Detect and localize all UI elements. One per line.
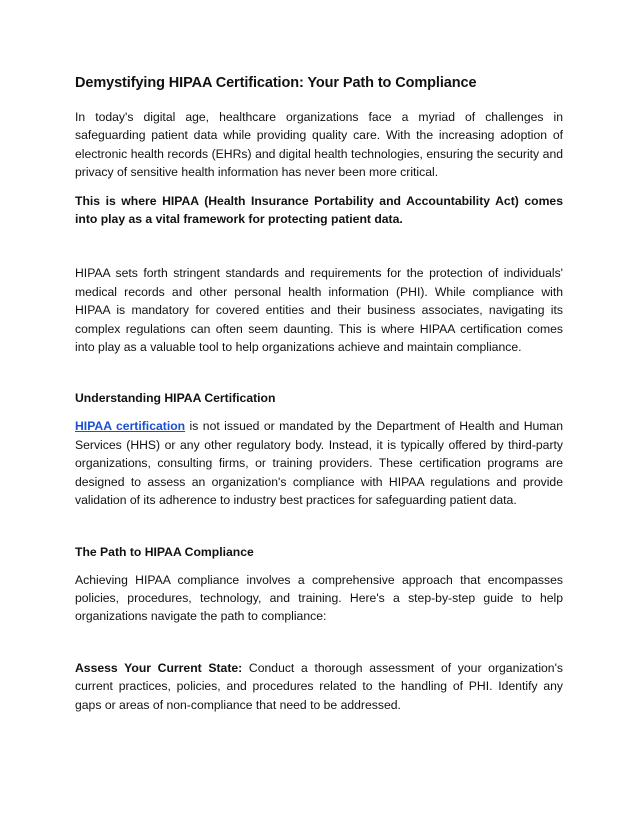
hipaa-certification-link[interactable]: HIPAA certification (75, 419, 186, 434)
spacer (75, 626, 563, 659)
document-title: Demystifying HIPAA Certification: Your Path to Compliance (75, 75, 477, 91)
document-page (75, 72, 563, 714)
spacer (75, 407, 563, 417)
spacer (75, 228, 563, 264)
assess-paragraph (75, 659, 563, 714)
assess-label: Assess Your Current State: (75, 660, 243, 675)
path-paragraph: Achieving HIPAA compliance involves a comprehensive approach that encompasses policies, procedures, technology, and training. Here's a step-by-step guide to help organizations navigate the path to compliance: (75, 572, 563, 624)
standards-paragraph: HIPAA sets forth stringent standards and requirements for the protection of individuals' medical records and other personal health information (PHI). While compliance with HIPAA is mandatory for covered entities and their business associates, navigating its complex regulations can often seem daunting. This is where HIPAA certification comes into play as a valuable tool to help organizations achieve and maintain compliance. (75, 266, 563, 355)
path-heading: The Path to HIPAA Compliance (75, 544, 254, 559)
understanding-paragraph (75, 417, 563, 509)
understanding-body: is not issued or mandated by the Department of Health and Human Services (HHS) or any other regulatory body. Instead, it is typically offered by third-party organizations, consulting firms, or training providers. These certification programs are designed to assess an organization's compliance with HIPAA regulations and provide validation of its adherence to industry best practices for safeguarding patient data. (75, 419, 563, 508)
bold-paragraph: This is where HIPAA (Health Insurance Portability and Accountability Act) comes into play as a vital framework for protecting patient data. (75, 193, 563, 227)
spacer (75, 561, 563, 571)
understanding-heading: Understanding HIPAA Certification (75, 391, 276, 406)
spacer (75, 510, 563, 543)
spacer (75, 182, 563, 192)
spacer (75, 356, 563, 389)
intro-paragraph: In today's digital age, healthcare organizations face a myriad of challenges in safeguarding patient data while providing quality care. With the increasing adoption of electronic health records (EHRs) and digital health technologies, ensuring the security and privacy of sensitive health information has never been more critical. (75, 110, 563, 180)
assess-body: Conduct a thorough assessment of your organization's current practices, policies, and procedures related to the handling of PHI. Identify any gaps or areas of non-compliance that need to be addressed. (75, 660, 564, 712)
